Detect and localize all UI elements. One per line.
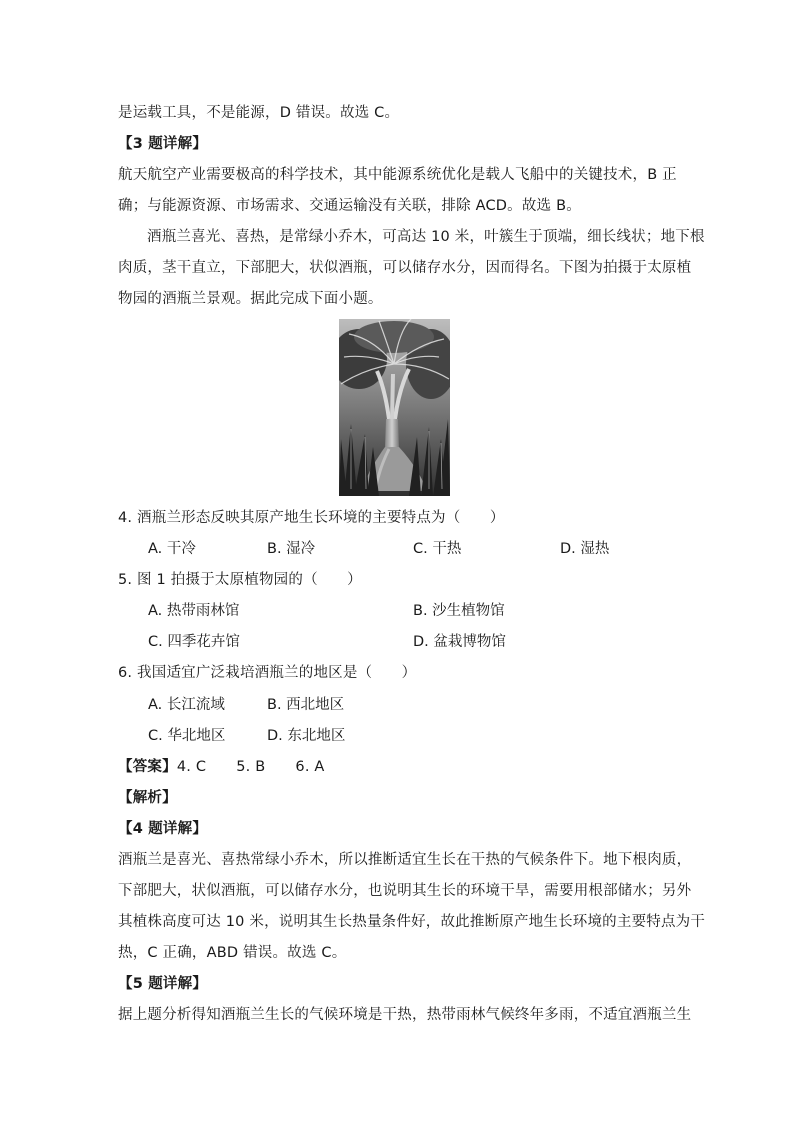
analysis-4-line: 酒瓶兰是喜光、喜热常绿小乔木，所以推断适宜生长在干热的气候条件下。地下根肉质， xyxy=(118,852,692,868)
paragraph-line: 物园的酒瓶兰景观。据此完成下面小题。 xyxy=(118,291,383,307)
answer-item: 4. C xyxy=(176,759,207,775)
q6-option-b: B. 西北地区 xyxy=(267,697,345,713)
analysis-4-line: 其植株高度可达 10 米，说明其生长热量条件好，故此推断原产地生长环境的主要特点为干 xyxy=(118,914,706,930)
text-line: 航天航空产业需要极高的科学技术，其中能源系统优化是载人飞船中的关键技术，B 正 xyxy=(118,167,677,183)
section-heading-5: 【5 题详解】 xyxy=(118,976,208,992)
q5-option-a: A. 热带雨林馆 xyxy=(148,603,240,619)
answer-item: 6. A xyxy=(295,759,325,775)
analysis-5-line: 据上题分析得知酒瓶兰生长的气候环境是干热，热带雨林气候终年多雨，不适宜酒瓶兰生 xyxy=(118,1007,692,1023)
paragraph-line: 肉质，茎干直立，下部肥大，状似酒瓶，可以储存水分，因而得名。下图为拍摄于太原植 xyxy=(118,260,692,276)
text-line: 是运载工具，不是能源，D 错误。故选 C。 xyxy=(118,105,400,121)
paragraph-line: 酒瓶兰喜光、喜热，是常绿小乔木，可高达 10 米，叶簇生于顶端，细长线状；地下根 xyxy=(147,229,705,245)
q4-option-a: A. 干冷 xyxy=(148,541,196,557)
q5-option-d: D. 盆栽博物馆 xyxy=(413,634,506,650)
analysis-4-line: 热，C 正确，ABD 错误。故选 C。 xyxy=(118,945,347,961)
analysis-4-line: 下部肥大，状似酒瓶，可以储存水分，也说明其生长的环境干旱，需要用根部储水；另外 xyxy=(118,883,692,899)
q4-option-d: D. 湿热 xyxy=(560,541,610,557)
q4-option-b: B. 湿冷 xyxy=(267,541,316,557)
question-5-stem: 5. 图 1 拍摄于太原植物园的（ ） xyxy=(118,572,362,588)
answer-line xyxy=(118,757,325,777)
q6-option-d: D. 东北地区 xyxy=(267,728,346,744)
bottle-palm-illustration xyxy=(339,319,450,496)
answer-label: 【答案】 xyxy=(118,759,177,775)
section-heading-4: 【4 题详解】 xyxy=(118,821,208,837)
q4-option-c: C. 干热 xyxy=(413,541,462,557)
text-line: 确；与能源资源、市场需求、交通运输没有关联，排除 ACD。故选 B。 xyxy=(118,198,581,214)
bottle-palm-photo xyxy=(339,319,450,496)
analysis-title: 【解析】 xyxy=(118,790,177,806)
section-heading-3: 【3 题详解】 xyxy=(118,136,208,152)
q5-option-c: C. 四季花卉馆 xyxy=(148,634,240,650)
question-4-stem: 4. 酒瓶兰形态反映其原产地生长环境的主要特点为（ ） xyxy=(118,510,505,526)
q6-option-a: A. 长江流域 xyxy=(148,697,225,713)
q5-option-b: B. 沙生植物馆 xyxy=(413,603,505,619)
question-6-stem: 6. 我国适宜广泛栽培酒瓶兰的地区是（ ） xyxy=(118,665,417,681)
q6-option-c: C. 华北地区 xyxy=(148,728,226,744)
answer-item: 5. B xyxy=(236,759,266,775)
